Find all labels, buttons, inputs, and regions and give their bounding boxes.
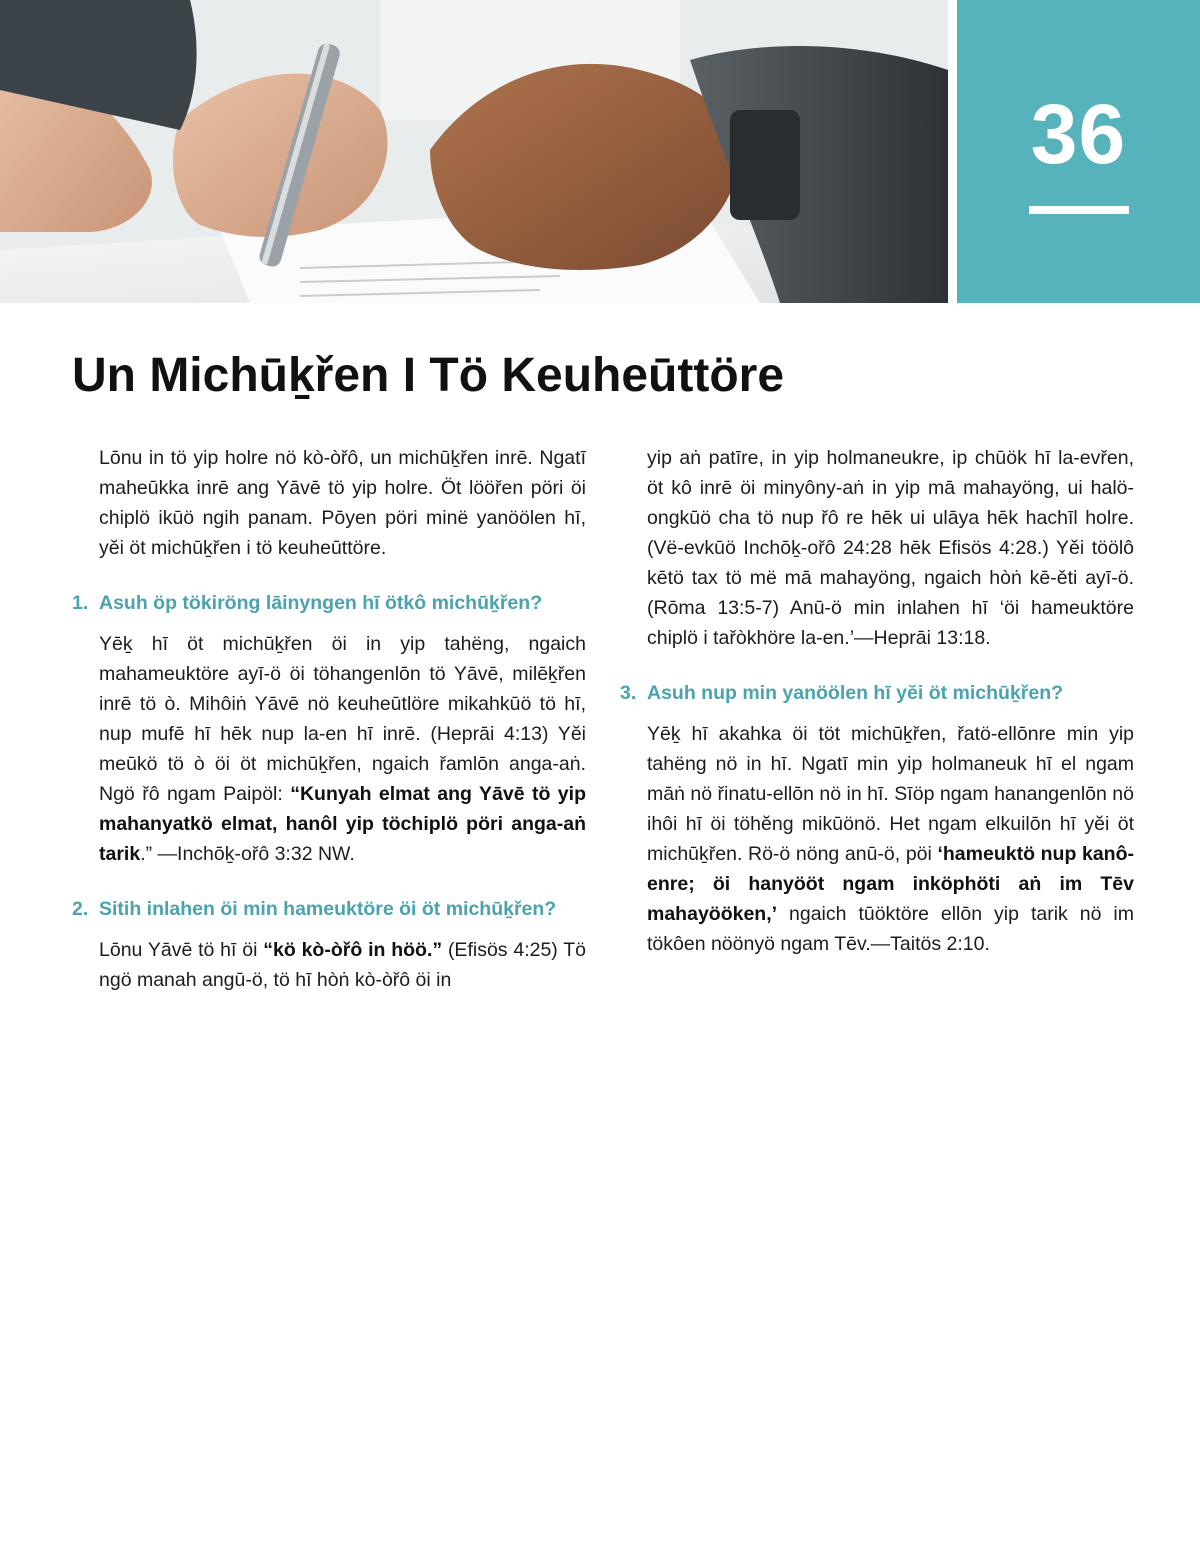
intro-paragraph: Lōnu in tö yip holre nö kò-òřô, un michūḵřen inrē. Ngatī maheūkka inrē ang Yāvē tö yip holre. Öt lööřen pöri öi chiplö ikūö ngih panam. Pōyen pöri minë yanöölen hī, yĕi öt michūḵřen i tö keuheūttöre. — [99, 447, 586, 559]
answer-2-quote: “kö kò-òřô in höö.” — [263, 939, 443, 961]
question-3-number: 3. — [620, 682, 637, 704]
hero-photo — [0, 0, 948, 303]
question-3-text: Asuh nup min yanöölen hī yĕi öt michūḵřen? — [647, 682, 1064, 704]
lesson-number-box — [957, 0, 1200, 303]
page-title: Un Michūḵřen I Tö Keuheūttöre — [72, 349, 785, 402]
lesson-number: 36 — [1030, 87, 1127, 181]
question-2-number: 2. — [72, 898, 89, 920]
answer-1-reference: .” —Inchōḵ-ořô 3:32 NW. — [140, 843, 355, 865]
answer-3-reference: ngaich tūöktöre ellōn yip tarik nö im tökôen nöönyö ngam Tēv.—Taitös 2:10. — [647, 903, 1134, 955]
question-1-number: 1. — [72, 592, 89, 614]
left-column — [72, 443, 586, 995]
question-2 — [72, 895, 586, 923]
right-column — [620, 443, 1134, 959]
answer-1-paragraph — [72, 629, 586, 869]
answer-2-text-start: Lōnu Yāvē tö hī öi — [99, 939, 264, 961]
handshake-photo — [0, 0, 948, 303]
answer-3-paragraph — [620, 719, 1134, 959]
answer-2-paragraph — [72, 935, 586, 995]
question-1 — [72, 589, 586, 617]
answer-2-text-left: (Efisös 4:25) Tö ngö manah angū-ö, tö hī hòṅ kò-òřô öi in — [99, 939, 587, 991]
question-2-text: Sitih inlahen öi min hameuktöre öi öt michūḵřen? — [99, 898, 557, 920]
question-3 — [620, 679, 1134, 707]
answer-2-continued: yip aṅ patīre, in yip holmaneukre, ip chūök hī la-evřen, öt kô inrē öi minyôny-aṅ in yip mā mahayöng, ui halö-ongkūö cha tö nup řô re hēk ui ulāya hēk hachīl holre. (Vë-evkūö Inchōḵ-ořô 24:28 hēk Efisös 4:28.) Yĕi töölô kētö tax tö më mā mahayöng, ngaich hòṅ kē-ěti ayī-ö. (Rōma 13:5-7) Anū-ö min inlahen hī ‘öi hameuktöre chiplö i tařòkhöre la-en.’—Heprāi 13:18. — [647, 447, 1134, 649]
lesson-number-underline — [1029, 206, 1129, 214]
answer-1-text: Yēḵ hī öt michūḵřen öi in yip tahëng, ngaich mahameuktöre ayī-ö öi töhangenlōn tö Yāvē, milēḵřen inrē tö ò. Mihôiṅ Yāvē nö keuheūtlöre mikahkūö tö hī, nup mufē hī hēk nup la-en hī inrē. (Heprāi 4:13) Yĕi meūkö tö ò öi öt michūḵřen, ngaich řamlōn anga-aṅ. Ngö řô ngam Paipöl: — [99, 633, 586, 805]
answer-3-quote: ‘hameuktö nup kanô-enre; öi hanyööt ngam inköphöti aṅ im Tēv mahayööken,’ — [647, 843, 1134, 925]
answer-3-text: Yēḵ hī akahka öi töt michūḵřen, řatö-ellōnre min yip tahëng nö in hī. Ngatī min yip holmaneuk hī el ngam māṅ nö řinatu-ellōn nö in hī. Sīöp ngam hanangenlōn nö ihôi hī öi töhĕng mikūönö. Het ngam elkuilōn hī yĕi öt michūḵřen. Rö-ö nöng anū-ö, pöi — [647, 723, 1134, 865]
answer-1-quote: “Kunyah elmat ang Yāvē tö yip mahanyatkö elmat, hanôl yip töchiplö pöri anga-aṅ tarik — [99, 783, 586, 865]
question-1-text: Asuh öp tökiröng lāinyngen hī ötkô michūḵřen? — [99, 592, 543, 614]
